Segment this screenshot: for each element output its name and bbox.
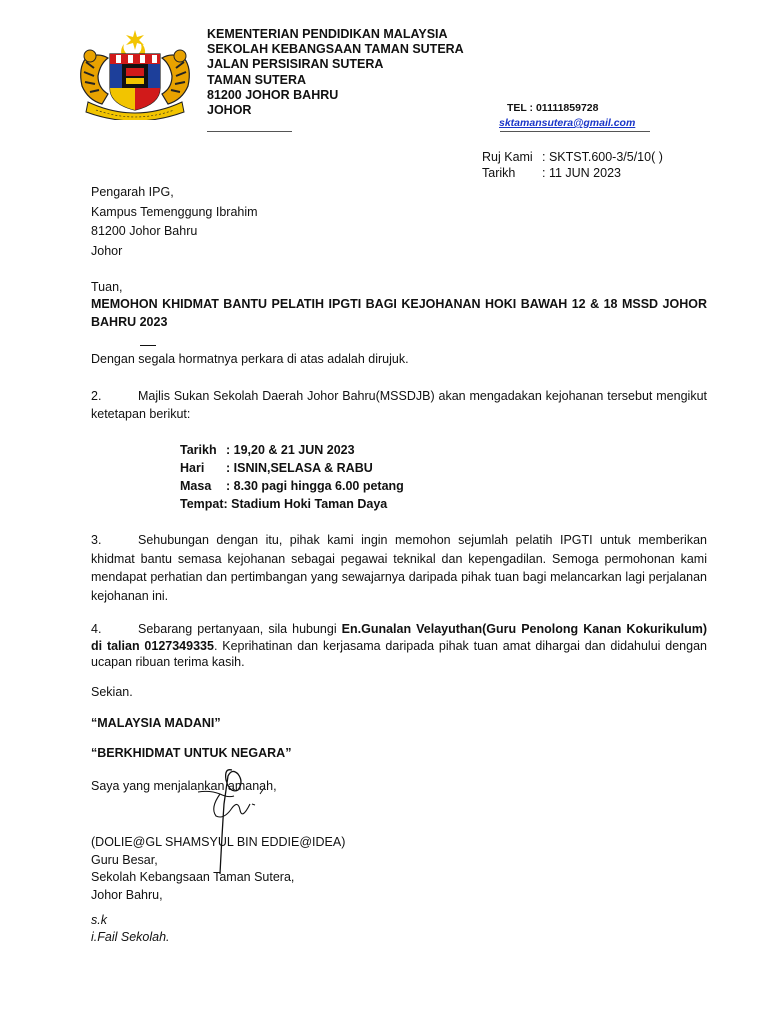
state-name: JOHOR [207,103,252,118]
header-divider-right [500,131,650,132]
postcode-city: 81200 JOHOR BAHRU [207,87,339,102]
recipient-line: Pengarah IPG, [91,185,174,199]
signatory-title: Guru Besar, [91,852,158,867]
closing-line: Saya yang menjalankan amanah, [91,779,277,793]
signatory-school: Sekolah Kebangsaan Taman Sutera, [91,870,295,884]
email-link[interactable]: sktamansutera@gmail.com [499,117,636,129]
signatory-city: Johor Bahru, [91,887,163,902]
subject-heading: MEMOHON KHIDMAT BANTU PELATIH IPGTI BAGI KEJOHANAN HOKI BAWAH 12 & 18 MSSD JOHOR BAHRU 2023 [91,297,707,329]
recipient-line: Johor [91,243,123,258]
area-address: TAMAN SUTERA [207,72,307,87]
header-divider-left [207,131,292,132]
coat-of-arms-icon [72,28,198,120]
paragraph-3 [91,531,707,605]
copy-to-item: i.Fail Sekolah. [91,930,170,944]
signatory-block [91,834,345,904]
paragraph-number: 2. [91,389,102,403]
ministry-name: KEMENTERIAN PENDIDIKAN MALAYSIA [207,27,448,41]
event-day-value: : ISNIN,SELASA & RABU [226,461,373,475]
paragraph-number: 3. [91,533,102,547]
recipient-line: Kampus Temenggung Ibrahim [91,204,258,219]
telephone: TEL : 01111859728 [507,102,599,114]
contact-person: En.Gunalan Velayuthan(Guru Penolong Kanan Kokurikulum) di talian 0127349335 [91,622,707,653]
copy-to-label: s.k [91,913,107,927]
paragraph-2 [91,388,707,423]
signatory-name: (DOLIE@GL SHAMSYUL BIN EDDIE@IDEA) [91,835,346,849]
date-label: Tarikh [482,165,516,180]
event-day-label: Hari [180,461,205,475]
date-value: : 11 JUN 2023 [542,165,621,180]
divider-dash [140,345,156,346]
paragraph-4 [91,621,707,671]
paragraph-text: Majlis Sukan Sekolah Daerah Johor Bahru(MSSDJB) akan mengadakan kejohanan tersebut mengikut ketetapan berikut: [91,389,707,421]
sekian: Sekian. [91,685,133,699]
event-details [180,441,404,513]
recipient-line: 81200 Johor Bahru [91,224,198,238]
copy-to [91,912,170,946]
event-date-label: Tarikh [180,443,217,457]
paragraph-text: Sebarang pertanyaan, sila hubungi [138,622,342,636]
event-time-label: Masa [180,479,212,493]
school-name: SEKOLAH KEBANGSAAN TAMAN SUTERA [207,42,464,57]
paragraph-text: Sehubungan dengan itu, pihak kami ingin memohon sejumlah pelatih IPGTI untuk memberikan khidmat bantu semasa kejohanan sebagai pegawai teknikal dan kepengadilan. Semoga permohonan kami mendapat perhatian dan pertimbangan yang sewajarnya daripada pihak tuan bagi melancarkan lagi perjalanan kejohanan ini. [91,533,707,603]
event-time-value: : 8.30 pagi hingga 6.00 petang [226,479,404,493]
ruj-label: Ruj Kami [482,150,533,164]
reference-block [482,150,663,181]
paragraph-text-end: . Keprihatinan dan kerjasama daripada pihak tuan amat dihargai dan didahului dengan ucapan ribuan terima kasih. [91,638,707,669]
ruj-value: : SKTST.600-3/5/10( ) [542,150,663,164]
letterhead [207,27,464,118]
paragraph-number: 4. [91,622,102,636]
event-date-value: : 19,20 & 21 JUN 2023 [226,443,355,457]
motto-malaysia-madani: “MALAYSIA MADANI” [91,716,221,730]
event-venue: Tempat: Stadium Hoki Taman Daya [180,497,388,511]
street-address: JALAN PERSISIRAN SUTERA [207,57,384,72]
recipient-address [91,183,258,261]
salutation: Tuan, [91,280,123,294]
motto-berkhidmat: “BERKHIDMAT UNTUK NEGARA” [91,746,292,760]
paragraph-1: Dengan segala hormatnya perkara di atas adalah dirujuk. [91,352,409,366]
